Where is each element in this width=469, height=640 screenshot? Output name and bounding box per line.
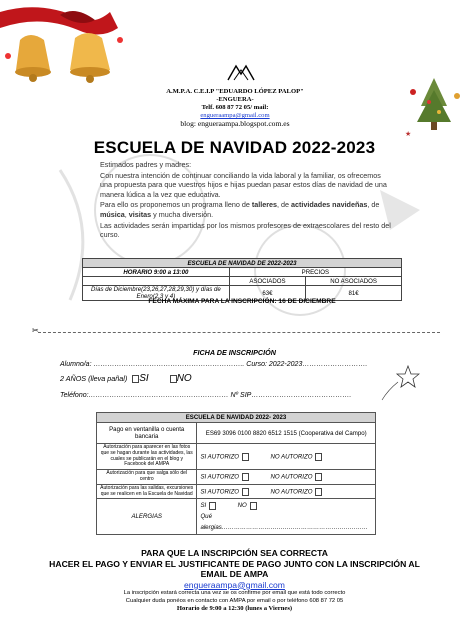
salga-label: Autorización para que salga sólo del centro [97, 470, 197, 485]
email-link[interactable]: engueraampa@gmail.com [200, 112, 270, 119]
blog-link[interactable]: blog: engueraampa.blogspot.com.es [180, 119, 290, 128]
salga-no-checkbox[interactable] [315, 473, 322, 481]
asociados-header: ASOCIADOS [229, 277, 305, 286]
precios-header: PRECIOS [229, 268, 401, 277]
intro-paragraph-3: Las actividades serán impartidas por los mismos profesores de extraescolares del resto del curso. [100, 220, 391, 240]
no-checkbox[interactable] [170, 375, 177, 383]
fotos-no-checkbox[interactable] [315, 453, 322, 461]
form-table: ESCUELA DE NAVIDAD 2022- 2023 Pago en ventanilla o cuenta bancaria ES69 3096 0100 8820 6512 1515 (Cooperativa del Campo) Autorización para aparecer en las fotos que se hagan durante las actividades, las cuales se publicarán en el blog y Facebook del AMPA SI AUTORIZO NO AUTORIZO Autorización para que salga sólo del centro SI AUTORIZO NO AUTORIZO Autorización para las salidas, excursiones que se realicen en la Escuela de Navidad SI AUTORIZO NO AUTORIZO ALERGIAS SI NO Qué alergias……………………………………………………………… [96, 412, 376, 535]
fotos-si-checkbox[interactable] [242, 453, 249, 461]
alergias-label: ALERGIAS [97, 499, 197, 535]
salidas-label: Autorización para las salidas, excursiones que se realicen en la Escuela de Navidad [97, 484, 197, 499]
svg-text:★: ★ [405, 130, 412, 138]
anos-row: 2 AÑOS (lleva pañal) SI NO [60, 373, 192, 384]
christmas-decoration-icon [399, 72, 469, 142]
footer-line-1: PARA QUE LA INSCRIPCIÓN SEA CORRECTA [141, 548, 328, 558]
footer-note-2: Cualquier duda ponéos en contacto con AMPA por email o por teléfono 608 87 72 05 [125, 597, 344, 604]
price-table-title: ESCUELA DE NAVIDAD DE 2022-2023 [83, 259, 402, 268]
price-asociados: 63€ [229, 286, 305, 301]
footer-email-link[interactable]: engueraampa@gmail.com [184, 579, 285, 590]
dias-cell: Días de Diciembre(23,26,27,28,29,30) y días de Enero(2,3 y 4) [83, 286, 230, 301]
shooting-star-icon [380, 362, 420, 402]
footer-line-2: HACER EL PAGO Y ENVIAR EL JUSTIFICANTE DE PAGO JUNTO CON LA INSCRIPCIÓN AL [49, 558, 420, 569]
cut-line [38, 332, 440, 333]
price-table [82, 258, 402, 301]
salidas-no-checkbox[interactable] [315, 488, 322, 496]
horario-cell: HORARIO 9:00 a 13:00 [83, 268, 230, 277]
footer-note-3: Horario de 9:00 a 12:30 (lunes a Viernes) [176, 605, 293, 612]
intro-paragraph-2: Para ello os proponemos un programa lleno de talleres, de actividades navideñas, de música, visitas y mucha diversión. [100, 200, 380, 219]
telefono-field[interactable]: Teléfono:…………………………………………………… Nº SIP……………………………………. [60, 392, 352, 399]
christmas-bells-icon [0, 0, 140, 110]
salga-si-checkbox[interactable] [242, 473, 249, 481]
footer-line-3: EMAIL DE AMPA [200, 569, 269, 579]
fotos-label: Autorización para aparecer en las fotos que se hagan durante las actividades, las cuales se publicarán en el blog y Facebook del AMPA [97, 444, 197, 470]
town-name: -ENGUERA- [216, 96, 254, 103]
org-name: A.M.P.A. C.E.I.P "EDUARDO LÓPEZ PALOP" [166, 88, 304, 95]
no-asociados-header: NO ASOCIADOS [306, 277, 402, 286]
pago-label: Pago en ventanilla o cuenta bancaria [97, 423, 197, 444]
intro-text [100, 160, 392, 241]
alergias-si-checkbox[interactable] [209, 502, 216, 510]
footer-instructions [0, 548, 469, 590]
deadline-text: FECHA MÁXIMA PARA LA INSCRIPCIÓN: 16 DE DICIEMBRE [148, 298, 336, 305]
salidas-si-checkbox[interactable] [242, 488, 249, 496]
footer-note-1: La inscripción estará correcta una vez se os confirme por email que está todo correcto [123, 590, 346, 596]
form-title: FICHA DE INSCRIPCIÓN [193, 348, 276, 357]
intro-paragraph-1: Con nuestra intención de continuar conciliando la vida laboral y la familiar, os ofrecemos una propuesta para que vuestros hijos e hijas puedan pasar estos días de navidad de una manera lúdica a la vez que educativa. [100, 170, 387, 199]
alergias-field[interactable]: Qué alergias……………………………………………………………… [200, 513, 369, 532]
phone-line: Telf. 608 87 72 05/ mail: [201, 104, 269, 111]
association-header [120, 88, 350, 128]
scissors-icon: ✂ [32, 326, 39, 335]
alergias-no-checkbox[interactable] [250, 502, 257, 510]
pago-value: ES69 3096 0100 8820 6512 1515 (Cooperativa del Campo) [197, 423, 376, 444]
page-title: ESCUELA DE NAVIDAD 2022-2023 [93, 138, 376, 157]
ampa-logo-icon [226, 62, 256, 82]
footer-notes [0, 590, 469, 613]
alumno-field[interactable]: Alumno/a: ……………………………………………………….. Curso: 2022-2023………………………. [60, 361, 368, 368]
form-table-title: ESCUELA DE NAVIDAD 2022- 2023 [97, 413, 376, 423]
price-no-asociados: 81€ [306, 286, 402, 301]
greeting: Estimados padres y madres: [100, 160, 192, 169]
